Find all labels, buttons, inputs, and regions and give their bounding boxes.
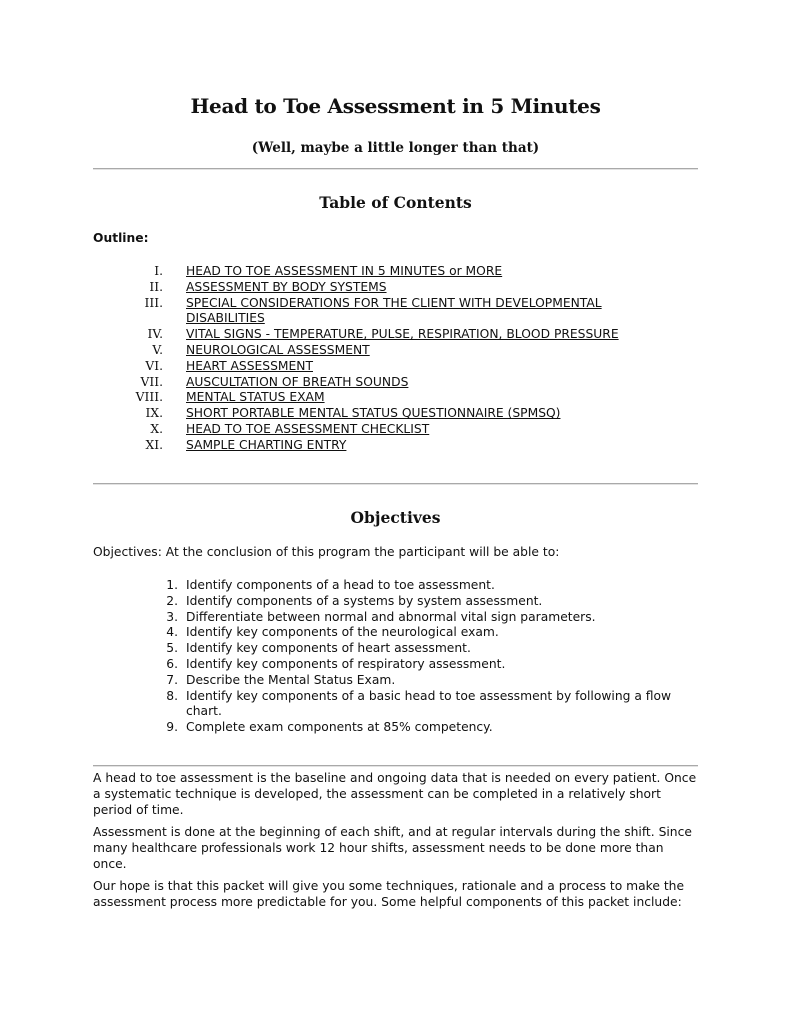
- list-item: [93, 720, 698, 736]
- list-item-number: 3.: [166, 609, 178, 624]
- toc-item: [93, 359, 698, 375]
- list-item-number: 6.: [166, 656, 178, 671]
- toc-item: [93, 327, 698, 343]
- list-item-text: Complete exam components at 85% competency.: [186, 720, 493, 735]
- toc-link-body-systems[interactable]: ASSESSMENT BY BODY SYSTEMS: [186, 279, 387, 294]
- toc-item-number: X.: [150, 421, 163, 436]
- list-item: [93, 625, 698, 641]
- toc-link-neurological[interactable]: NEUROLOGICAL ASSESSMENT: [186, 342, 370, 357]
- list-item-number: 2.: [166, 593, 178, 608]
- list-item: [93, 657, 698, 673]
- list-item-text: Differentiate between normal and abnormal vital sign parameters.: [186, 609, 596, 624]
- list-item-text: Identify components of a head to toe assessment.: [186, 578, 495, 592]
- toc-link-mental-status[interactable]: MENTAL STATUS EXAM: [186, 390, 325, 405]
- toc-item-number: VII.: [140, 374, 163, 389]
- list-item: [93, 610, 698, 626]
- list-item-text: Describe the Mental Status Exam.: [186, 672, 396, 687]
- toc-link-vital-signs[interactable]: VITAL SIGNS - TEMPERATURE, PULSE, RESPIRATION, BLOOD PRESSURE: [186, 327, 619, 342]
- divider: [93, 765, 698, 767]
- toc-item-number: II.: [149, 279, 163, 294]
- divider: [93, 483, 698, 485]
- body-paragraph: A head to toe assessment is the baseline and ongoing data that is needed on every patient. Once a systematic technique is developed, the assessment can be completed in a relatively short period of time.: [93, 771, 697, 817]
- toc-link-breath-sounds[interactable]: AUSCULTATION OF BREATH SOUNDS: [186, 374, 409, 389]
- objectives-intro: Objectives: At the conclusion of this program the participant will be able to:: [93, 545, 560, 559]
- list-item-text: Identify key components of heart assessment.: [186, 641, 471, 656]
- list-item: [93, 689, 698, 721]
- toc-list: [93, 264, 698, 454]
- toc-link-head-to-toe[interactable]: HEAD TO TOE ASSESSMENT IN 5 MINUTES or MORE: [186, 264, 503, 278]
- list-item: [93, 641, 698, 657]
- toc-item-number: III.: [144, 295, 163, 310]
- list-item-text: Identify components of a systems by system assessment.: [186, 593, 543, 608]
- toc-link-spmsq[interactable]: SHORT PORTABLE MENTAL STATUS QUESTIONNAIRE (SPMSQ): [186, 406, 561, 421]
- toc-link-checklist[interactable]: HEAD TO TOE ASSESSMENT CHECKLIST: [186, 421, 430, 436]
- toc-item-number: IV.: [147, 327, 163, 342]
- toc-heading: Table of Contents: [319, 193, 472, 212]
- toc-item: [93, 375, 698, 391]
- list-item-number: 8.: [166, 688, 178, 703]
- toc-item: [93, 438, 698, 454]
- toc-item: [93, 343, 698, 359]
- list-item: [93, 594, 698, 610]
- toc-item-number: V.: [152, 342, 163, 357]
- page-subtitle: (Well, maybe a little longer than that): [251, 140, 540, 156]
- toc-item-number: XI.: [145, 437, 163, 452]
- body-paragraph: Assessment is done at the beginning of each shift, and at regular intervals during the shift. Since many healthcare professionals work 12 hour shifts, assessment needs to be done more than once.: [93, 825, 692, 871]
- toc-item-number: VI.: [145, 358, 163, 373]
- toc-link-charting-entry[interactable]: SAMPLE CHARTING ENTRY: [186, 437, 347, 452]
- list-item-number: 9.: [166, 720, 178, 735]
- objectives-heading: Objectives: [350, 508, 441, 527]
- divider: [93, 168, 698, 170]
- toc-item: [93, 296, 698, 328]
- toc-item-number: I.: [154, 264, 163, 278]
- body-paragraph: Our hope is that this packet will give you some techniques, rationale and a process to make the assessment process more predictable for you. Some helpful components of this packet include:: [93, 879, 685, 909]
- outline-label: Outline:: [93, 231, 149, 245]
- toc-item: [93, 422, 698, 438]
- list-item-number: 7.: [166, 672, 178, 687]
- objectives-list: [93, 578, 698, 736]
- list-item-number: 1.: [166, 578, 178, 592]
- list-item: [93, 578, 698, 594]
- toc-item: [93, 280, 698, 296]
- list-item: [93, 673, 698, 689]
- toc-item-number: IX.: [145, 406, 163, 421]
- toc-item: [93, 406, 698, 422]
- toc-link-developmental-disabilities[interactable]: SPECIAL CONSIDERATIONS FOR THE CLIENT WITH DEVELOPMENTAL DISABILITIES: [186, 295, 602, 326]
- list-item-text: Identify key components of a basic head to toe assessment by following a flow chart.: [186, 688, 672, 719]
- toc-item: [93, 390, 698, 406]
- list-item-text: Identify key components of respiratory assessment.: [186, 656, 506, 671]
- list-item-number: 5.: [166, 641, 178, 656]
- list-item-text: Identify key components of the neurological exam.: [186, 625, 499, 640]
- page-title: Head to Toe Assessment in 5 Minutes: [190, 94, 601, 118]
- toc-item: [93, 264, 698, 280]
- list-item-number: 4.: [166, 625, 178, 640]
- toc-link-heart[interactable]: HEART ASSESSMENT: [186, 358, 313, 373]
- toc-item-number: VIII.: [135, 390, 163, 405]
